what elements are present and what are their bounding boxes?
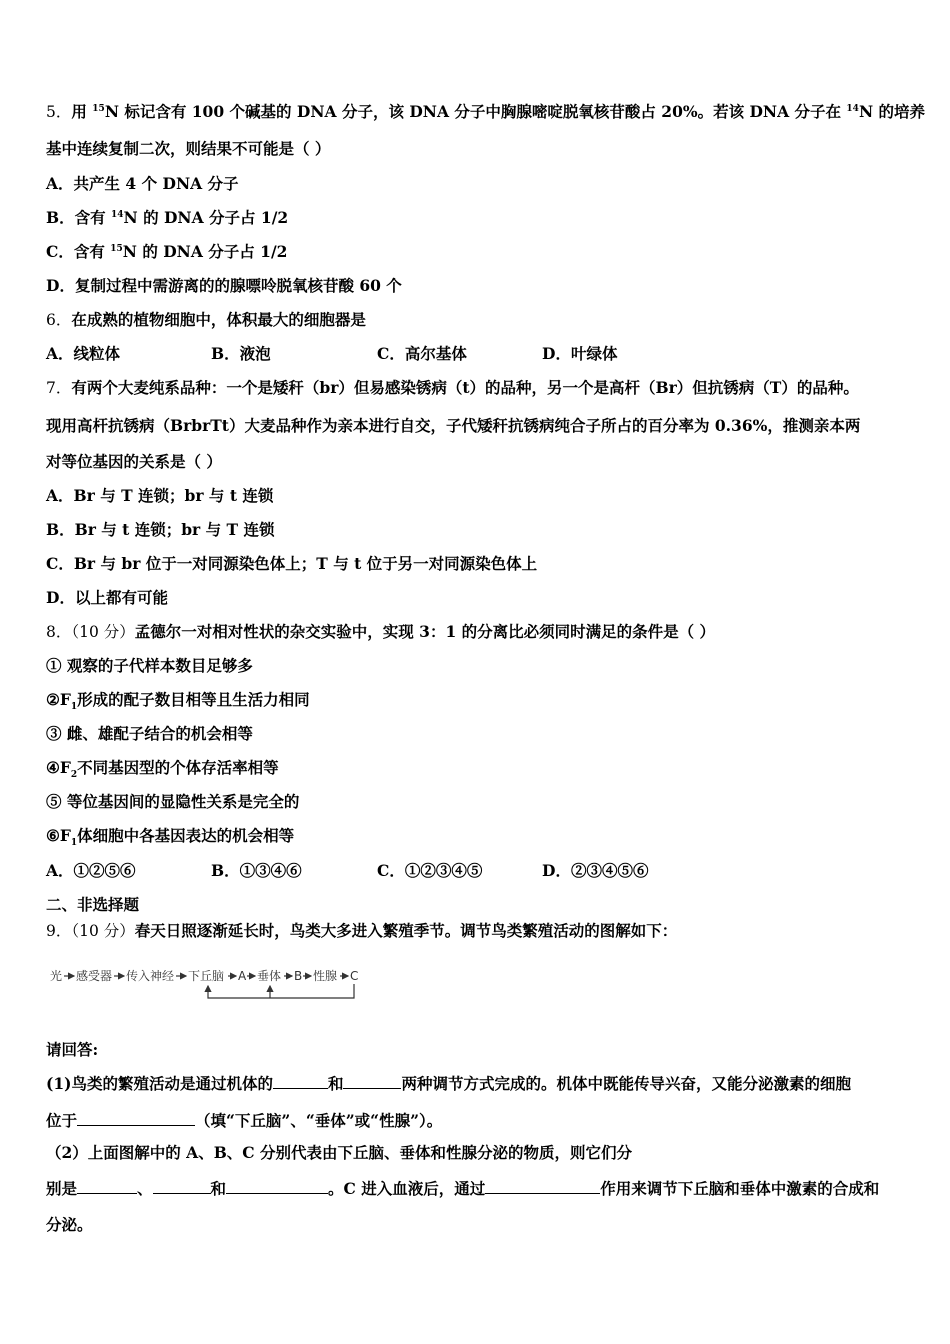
diagram-node-afferent-nerve: 传入神经 [126,969,175,983]
diagram-node-light: 光 [50,969,63,983]
q8-item-4: $④F_2$不同基因型的个体存活率相等 [46,758,279,781]
diagram-node-c: C [350,969,359,983]
answer-blank[interactable] [226,1178,328,1194]
q8-item-5: ⑤ 等位基因间的显隐性关系是完全的 [46,792,300,811]
q8-option-c: C．①②③④⑤ [377,861,483,880]
diagram-node-b: B [294,969,303,983]
answer-blank[interactable] [485,1178,600,1194]
q8-number: 8． [46,623,72,641]
q6-option-d: D．叶绿体 [542,344,618,363]
q8-item-1: ① 观察的子代样本数目足够多 [46,656,253,675]
q9-part1-line2: 位于 （填“下丘脑”、“垂体”或“性腺”）。 [46,1111,443,1130]
q6-option-a: A．线粒体 [46,344,121,363]
q8-item-3: ③ 雌、雄配子结合的机会相等 [46,724,253,743]
q5-option-b: B．含有 $^{14}$N 的 DNA 分子占 1/2 [46,208,289,227]
q5-line1: 5．用 $^{15}$N 标记含有 100 个碱基的 DNA 分子，该 DNA 分子中胸腺嘧啶脱氧核苷酸占 20%。若该 DNA 分子在 $^{14}$N 的培养 [46,102,926,121]
q8-option-d: D．②③④⑤⑥ [542,861,649,880]
diagram-node-pituitary: 垂体 [257,969,282,983]
answer-blank[interactable] [343,1073,401,1089]
q5-option-a: A．共产生 4 个 DNA 分子 [46,174,239,193]
q6-number: 6． [46,311,72,329]
q8-score: （10 分） [71,623,135,641]
q7-line3: 对等位基因的关系是（ ） [46,452,222,471]
diagram-node-hypothalamus: 下丘脑 [188,969,225,983]
diagram-feedback-to-hypothalamus [208,984,354,998]
q9-number: 9． [46,922,72,940]
diagram-node-receptor: 感受器 [76,969,113,983]
q7-option-b: B．Br 与 t 连锁；br 与 T 连锁 [46,520,275,539]
q8-option-a: A．①②⑤⑥ [46,861,136,880]
q7-option-c: C．Br 与 br 位于一对同源染色体上；T 与 t 位于另一对同源染色体上 [46,554,538,573]
q8-option-b: B．①③④⑥ [211,861,302,880]
q6-option-c: C．高尔基体 [377,344,467,363]
q7-number: 7． [46,379,72,397]
q6-option-b: B．液泡 [211,344,271,363]
diagram-node-gonad: 性腺 [313,969,338,983]
q7-line1: 7．有两个大麦纯系品种：一个是矮秆（br）但易感染锈病（t）的品种，另一个是高杆（Br）但抗锈病（T）的品种。 [46,378,859,397]
q9-part2-line1: （2）上面图解中的 A、B、C 分别代表由下丘脑、垂体和性腺分泌的物质，则它们分 [46,1143,633,1162]
diagram-node-a: A [238,969,247,983]
q6-stem: 6．在成熟的植物细胞中，体积最大的细胞器是 [46,310,366,329]
q8-stem: 8．（10 分）孟德尔一对相对性状的杂交实验中，实现 3：1 的分离比必须同时满足的条件是（ ） [46,622,716,641]
q5-option-d: D．复制过程中需游离的的腺嘌呤脱氧核苷酸 60 个 [46,276,402,295]
q8-item-2: $②F_1$形成的配子数目相等且生活力相同 [46,690,310,713]
q8-item-6: $⑥F_1$体细胞中各基因表达的机会相等 [46,826,295,849]
q7-option-d: D．以上都有可能 [46,588,168,607]
q5-option-c: C．含有 $^{15}$N 的 DNA 分子占 1/2 [46,242,288,261]
answer-blank[interactable] [153,1178,211,1194]
q9-part2-line3: 分泌。 [46,1215,93,1234]
q5-number: 5． [46,103,72,121]
answer-blank[interactable] [77,1178,137,1194]
q9-score: （10 分） [71,922,135,940]
q5-line2: 基中连续复制二次，则结果不可能是（ ） [46,139,331,158]
q9-part1-line1: (1)鸟类的繁殖活动是通过机体的 和 两种调节方式完成的。机体中既能传导兴奋，又能分泌激素的细胞 [46,1074,851,1093]
q9-prompt: 请回答: [46,1040,99,1059]
q7-option-a: A．Br 与 T 连锁；br 与 t 连锁 [46,486,274,505]
section-heading: 二、非选择题 [46,895,140,914]
regulation-diagram [50,962,380,1004]
answer-blank[interactable] [273,1073,328,1089]
answer-blank[interactable] [77,1110,195,1126]
q9-stem: 9．（10 分）春天日照逐渐延长时，鸟类大多进入繁殖季节。调节鸟类繁殖活动的图解如下： [46,921,678,940]
q7-line2: 现用高杆抗锈病（BrbrTt）大麦品种作为亲本进行自交，子代矮秆抗锈病纯合子所占的百分率为 0.36%，推测亲本两 [46,416,861,435]
q9-part2-line2: 别是 、 和 。C 进入血液后，通过 作用来调节下丘脑和垂体中激素的合成和 [46,1179,880,1198]
